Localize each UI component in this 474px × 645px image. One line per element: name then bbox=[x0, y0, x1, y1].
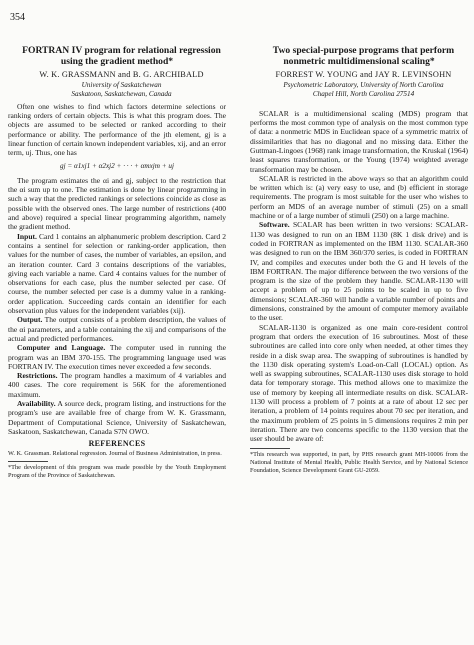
footnote-divider bbox=[250, 448, 290, 449]
right-footnote: *This research was supported, in part, by PHS research grant MH-10006 from the National Institute of Mental Health, Public Health Service, and by National Science Foundation, Science Development Grant GU-2059. bbox=[250, 451, 468, 474]
software-heading: Software. bbox=[259, 220, 290, 230]
availability-section bbox=[8, 399, 226, 436]
right-affiliation-line-2: Chapel Hill, North Carolina 27514 bbox=[312, 90, 415, 99]
availability-heading: Availability. bbox=[17, 398, 56, 408]
regression-equation: gj = α1xj1 + α2xj2 + · · · + αmxjm + uj bbox=[59, 161, 175, 170]
restrictions-text: The program handles a maximum of 4 variables and 400 cases. The core requirement is 56K for the aforementioned maximum. bbox=[8, 371, 226, 399]
right-intro-paragraph: SCALAR is a multidimensional scaling (MDS) program that performs the most common type of analysis on the most common type of data: a nonmetric MDS in Euclidean space of a symmetric matrix of dissimilarities that has no diagonal and no missing data. Either the Guttman-Lingoes (1968) rank image transformation, the Kruskal (1964) least squares transformation, or the Young (1974) weighted average transformation may be chosen. bbox=[250, 108, 468, 174]
computer-text: The computer used in running the program was an IBM 370-155. The programming language used was FORTRAN IV. The execution times never exceeded a few seconds. bbox=[8, 343, 226, 371]
software-section bbox=[250, 220, 468, 322]
left-affiliation-line-1: University of Saskatchewan bbox=[81, 80, 162, 89]
left-article bbox=[8, 46, 226, 479]
output-section bbox=[8, 315, 226, 343]
availability-text: A source deck, program listing, and instructions for the program's use are available free of charge from W. K. Grassmann, Department of Computational Science, University of Saskatchewan, Saskatoon, Saskatchewan, Canada S7N OWO. bbox=[8, 398, 226, 436]
left-article-title: FORTRAN IV program for relational regression using the gradient method* bbox=[22, 45, 221, 67]
restrictions-heading: Restrictions. bbox=[17, 371, 58, 381]
right-article-authors: FORREST W. YOUNG and JAY R. LEVINSOHN bbox=[275, 69, 452, 79]
footnote-divider bbox=[8, 461, 48, 462]
right-organization-paragraph: SCALAR-1130 is organized as one main core-resident control program that orders the execution of 16 subroutines. Most of these subroutines are called into core only when needed, at other times they reside in a disk swap area. The swapping of subroutines is handled by the 1130 disk operating system's Load-on-Call (LOCAL) option. As well as swapping subroutines, SCALAR-1130 uses disk storage to hold data for temporary storage. This method allows one to maximize the use of memory by keeping all intermediate results on disk. SCALAR-1130 will process a problem of 7 points at a rate of about 12 sec per iteration, a problem of 14 points requires about 70 sec per iteration, and the maximum problem of 25 points in 5 dimensions requires 2 min per iteration. There are two concerns specific to the 1130 version that the user should be aware of: bbox=[250, 322, 468, 444]
output-text: The output consists of a problem description, the values of the αi parameters, and a table containing the xij and comparisons of the actual and predicted performances. bbox=[8, 315, 226, 343]
software-text: SCALAR has been written in two versions: SCALAR-1130 was designed to run on an IBM 1130 (8K 1 disk drive) and is coded in FORTRAN as implemented on the IBM 1130. SCALAR-360 was designed to run on the IBM 360/370 series, is coded in FORTRAN IV, and compiles and executes under both the G and H levels of the IBM FORTRAN. The major difference between the two versions of the program is the size of the problem they handle. SCALAR-1130 will accept a problem of up to 25 points to be scaled in up to five dimensions; SCALAR-360 will handle a variable number of points and dimensions, constrained by the amount of computer memory available to the user. bbox=[250, 220, 468, 323]
right-article-title: Two special-purpose programs that perform nonmetric multidimensional scaling* bbox=[272, 45, 455, 67]
left-estimation-paragraph: The program estimates the αi and gj, subject to the restriction that the αi sum up to one. The estimation is done by linear programming in such a way that the predicted rankings or selections coincide as close as possible with the observed ones. The large number of restrictions (400 and above) required a special linear programming algorithm, namely the gradient method. bbox=[8, 175, 226, 232]
right-affiliation-line-1: Psychometric Laboratory, University of North Carolina bbox=[283, 80, 444, 89]
left-intro-paragraph: Often one wishes to find which factors determine selections or ranking orders of certain objects. This is what this program does. The objects are assumed to be selected or ranked according to their performance or ability. The performance of the jth element, gj is a linear function of certain known independent variables, xij, and an error term, uj. Thus, one has bbox=[8, 101, 226, 158]
references-heading: REFERENCES bbox=[88, 439, 146, 449]
left-footnote: *The development of this program was made possible by the Youth Employment Program of the Province of Saskatchewan. bbox=[8, 464, 226, 479]
computer-section bbox=[8, 343, 226, 371]
left-article-authors: W. K. GRASSMANN and B. G. ARCHIBALD bbox=[39, 69, 204, 79]
input-text: Card 1 contains an alphanumeric problem description. Card 2 contains a sentinel for selection or ranking-order application, then values for the number of cases, the number of variables, an epsilon, and an iteration counter. Card 3 contains descriptions of the variables, giving each variable a name. Card 4 contains values for the number of observations for each case, plus the number selected per case. Of course, the number selected per case is a dummy value in a ranking-order application. Succeeding cards contain an identifier for each observation plus values for the independent variables (xij). bbox=[8, 231, 226, 316]
computer-heading: Computer and Language. bbox=[17, 343, 106, 353]
right-article bbox=[250, 46, 468, 474]
reference-item: W. K. Grassman. Relational regression. Journal of Business Administration, in press. bbox=[8, 450, 222, 458]
restrictions-section bbox=[8, 371, 226, 399]
input-heading: Input. bbox=[17, 231, 37, 241]
right-restriction-paragraph: SCALAR is restricted in the above ways so that an algorithm could be written which is: (a) very easy to use, and (b) efficient in storage requirements. The program is most suitable for the user who wishes to perform an MDS of an average number of stimuli (25) on a small machine or of a large number of stimuli (250) on a large machine. bbox=[250, 173, 468, 221]
page-number: 354 bbox=[10, 12, 25, 23]
output-heading: Output. bbox=[17, 315, 43, 325]
input-section bbox=[8, 232, 226, 316]
left-affiliation-line-2: Saskatoon, Saskatchewan, Canada bbox=[71, 90, 172, 99]
